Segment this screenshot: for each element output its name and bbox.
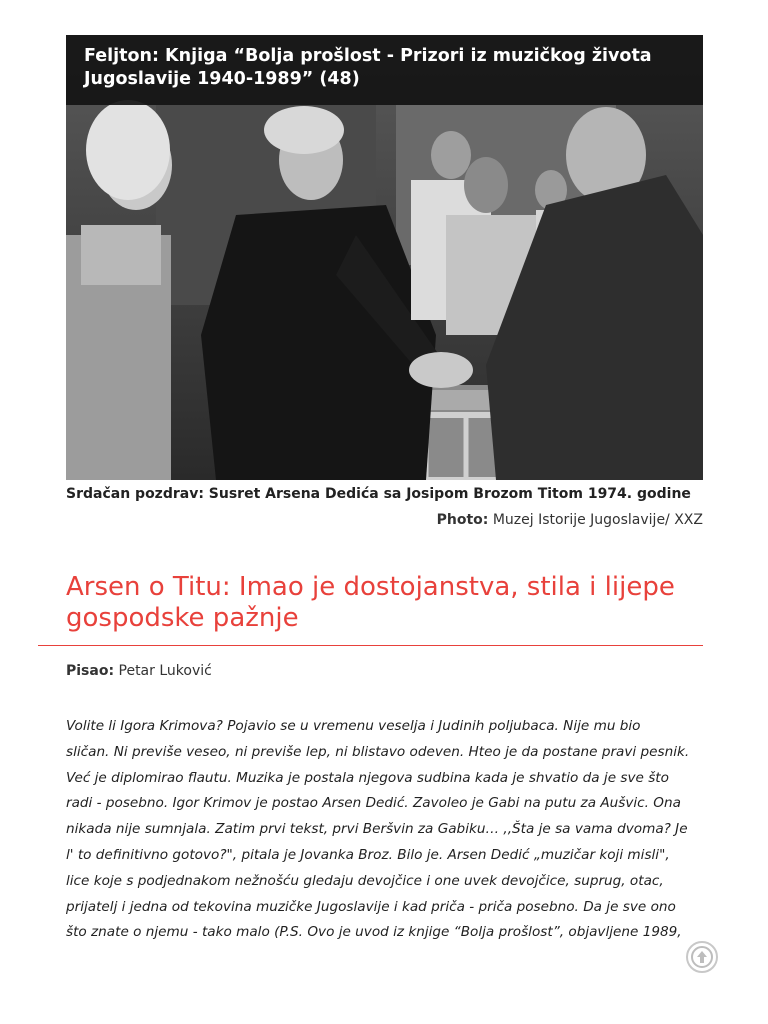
photo-caption: Srdačan pozdrav: Susret Arsena Dedića sa Josipom Brozom Titom 1974. godine xyxy=(66,486,691,502)
intro-line: Volite li Igora Krimova? Pojavio se u vremenu veselja i Judinih poljubaca. Nije mu bio xyxy=(66,718,641,734)
scroll-to-top-button[interactable] xyxy=(686,941,718,973)
photo-credit-value: Muzej Istorije Jugoslavije/ XXZ xyxy=(492,512,703,528)
intro-line: nikada nije sumnjala. Zatim prvi tekst, prvi Beršvin za Gabiku… ,,Šta je sa vama dvoma? Je xyxy=(66,821,688,838)
author-name: Petar Luković xyxy=(118,663,212,679)
feature-title: Feljton: Knjiga “Bolja prošlost - Prizori iz muzičkog života Jugoslavije 1940-1989” (48) xyxy=(66,35,703,105)
article-intro xyxy=(66,714,708,946)
intro-line: lice koje s podjednakom nežnošću gledaju devojčice i one uvek devojčice, suprug, otac, xyxy=(66,872,664,889)
arrow-up-circle-icon xyxy=(691,946,713,968)
headline-divider xyxy=(38,645,703,646)
hero-photo xyxy=(66,35,703,480)
intro-line: l' to definitivno gotovo?", pitala je Jovanka Broz. Bilo je. Arsen Dedić „muzičar koji misli", xyxy=(66,846,670,863)
article-headline: Arsen o Titu: Imao je dostojanstva, stila i lijepe gospodske pažnje xyxy=(66,572,675,633)
intro-line: što znate o njemu - tako malo (P.S. Ovo je uvod iz knjige “Bolja prošlost”, objavljene 1989, xyxy=(66,924,682,941)
intro-line: prijatelj i jedna od tekovina muzičke Jugoslavije i kad priča - priča posebno. Da je sve ono xyxy=(66,898,676,915)
intro-line: sličan. Ni previše veseo, ni previše lep, ni blistavo odeven. Hteo je da postane pravi pesnik. xyxy=(66,743,690,760)
author-label: Pisao: xyxy=(66,663,115,679)
intro-line: radi - posebno. Igor Krimov je postao Arsen Dedić. Zavoleo je Gabi na putu za Aušvic. Ona xyxy=(66,795,681,812)
photo-credit-label: Photo: xyxy=(436,512,489,528)
photo-credit xyxy=(437,512,703,528)
author-byline xyxy=(66,663,212,679)
intro-line: Već je diplomirao flautu. Muzika je postala njegova sudbina kada je shvatio da je sve što xyxy=(66,769,669,786)
